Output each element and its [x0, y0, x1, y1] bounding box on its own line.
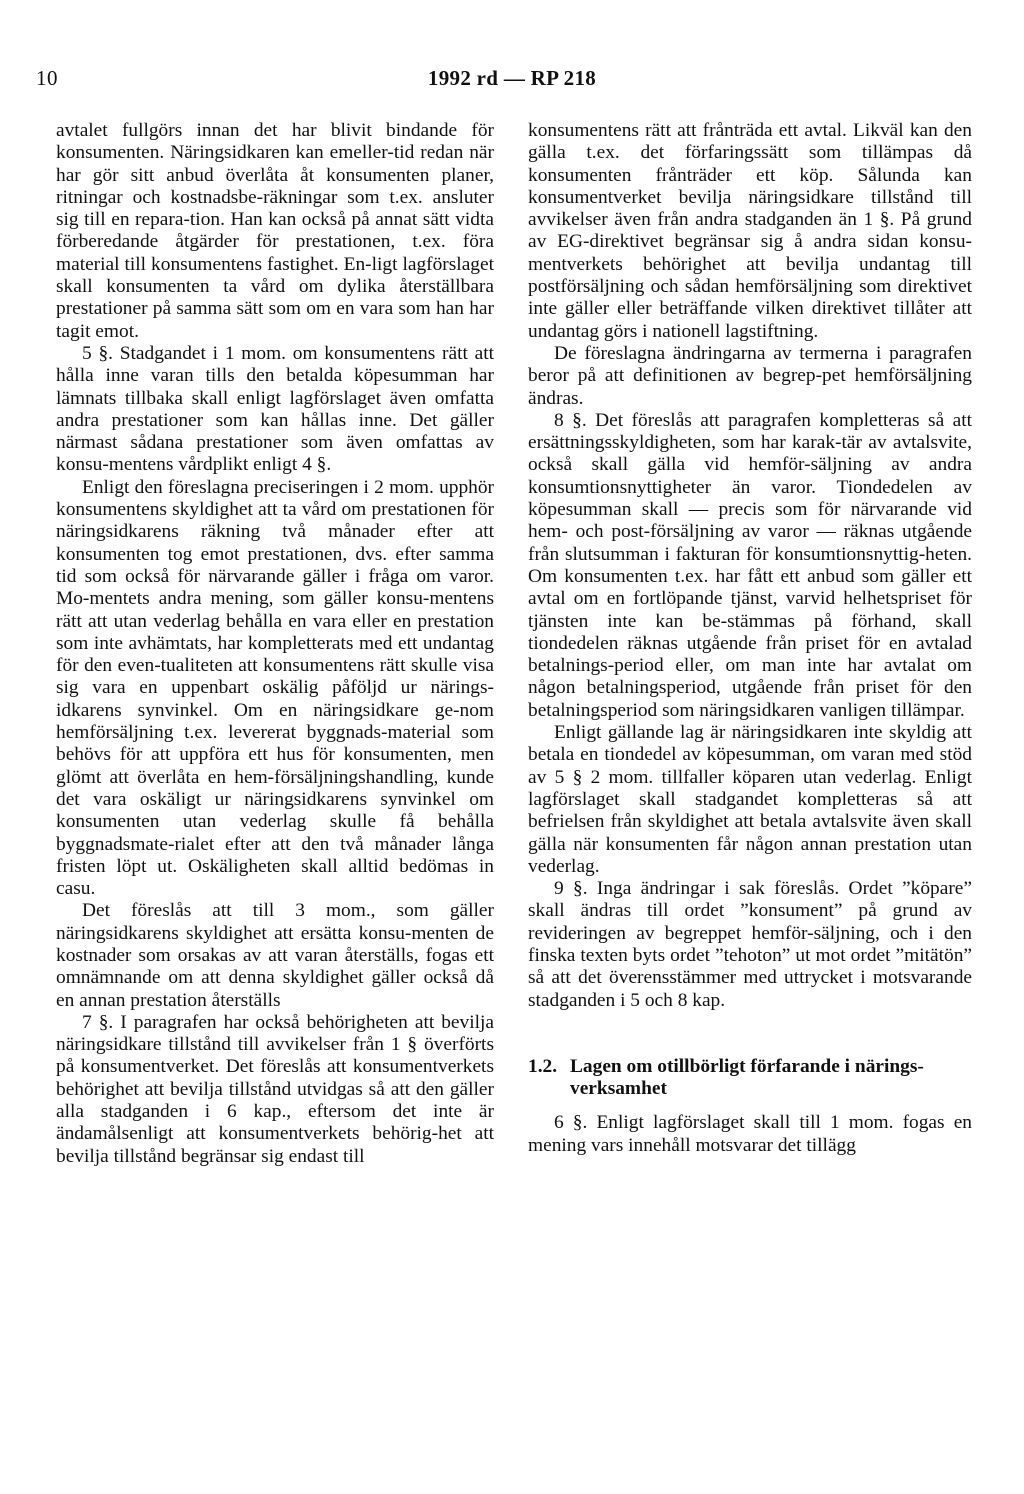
running-head: 1992 rd — RP 218: [427, 66, 597, 90]
right-paragraph-1: konsumentens rätt att frånträda ett avtal. Likväl kan den gälla t.ex. det förfaringssätt som tillämpas då konsumenten frånträder ett köp. Sålunda kan konsumentverket bevilja näringsidkare tillstånd till avvikelser även från andra stadganden än 1 §. På grund av EG-direktivet begränsar sig å andra sidan konsu-mentverkets behörighet att bevilja undantag till postförsäljning och sådan hemförsäljning som direktivet inte gäller eller beträffande vilken direktivet tillåter att undantag görs i nationell lagstiftning.: [528, 120, 972, 342]
left-paragraph-1: avtalet fullgörs innan det har blivit bindande för konsumenten. Näringsidkaren kan emeller-tid redan när har gör sitt anbud överlåta åt konsumenten planer, ritningar och kostnadsbe-räkningar som t.ex. ansluter sig till en repara-tion. Han kan också på annat sätt vidta förberedande åtgärder för prestationen, t.ex. föra material till konsumentens fastighet. En-ligt lagförslaget skall konsumenten ta vård om dylika återställbara prestationer på samma sätt som om en vara som han har tagit emot.: [56, 120, 494, 342]
left-paragraph-3: Enligt den föreslagna preciseringen i 2 mom. upphör konsumentens skyldighet att ta vård om prestationen för näringsidkarens räkning två månader efter att konsumenten tog emot prestationen, dvs. efter samma tid som också för närvarande gäller i fråga om varor. Mo-mentets andra mening, som gäller konsu-mentens rätt att utan vederlag behålla en vara eller en prestation som inte avhämtats, har kompletterats med ett undantag för den even-tualiteten att konsumentens rätt skulle visa sig vara en uppenbart oskälig påföljd ur närings-idkarens synvinkel. Om en näringsidkare ge-nom hemförsäljning t.ex. levererat byggnads-material som behövs för att uppföra ett hus för konsumenten, men glömt att överlåta en hem-försäljningshandling, kunde det vara oskäligt ur näringsidkarens synvinkel om konsumenten utan vederlag skulle få behålla byggnadsmate-rialet efter att den två månader långa fristen löpt ut. Oskäligheten skall alltid bedömas in casu.: [56, 476, 494, 900]
page-number: 10: [36, 66, 58, 90]
right-paragraph-6: 6 §. Enligt lagförslaget skall till 1 mom. fogas en mening vars innehåll motsvarar det tillägg: [528, 1112, 972, 1156]
right-paragraph-3: 8 §. Det föreslås att paragrafen kompletteras så att ersättningsskyldigheten, som har karak-tär av avtalsvite, också skall gälla vid hemför-säljning av andra konsumtionsnyttigheter än varor. Tiondedelen av köpesumman skall — precis som för närvarande vid hem- och post-försäljning av varor — räknas utgående från slutsumman i fakturan för konsumtionsnyttig-heten. Om konsumenten t.ex. har fått ett anbud som gäller ett avtal om en fortlöpande tjänst, varvid helhetspriset för tjänsten inte kan be-stämmas på förhand, skall tiondedelen räknas utgående från priset för en avtalad betalnings-period eller, om man inte har avtalat om någon betalningsperiod, utgående från priset för den betalningsperiod som näringsidkaren vanligen tillämpar.: [528, 409, 972, 721]
left-column: [56, 120, 494, 1168]
section-heading-number: 1.2.: [528, 1055, 558, 1077]
section-heading: [528, 1056, 972, 1101]
right-paragraph-5: 9 §. Inga ändringar i sak föreslås. Ordet ”köpare” skall ändras till ordet ”konsument” på grund av revideringen av begreppet hemför-säljning, och i den finska texten byts ordet ”tehoton” ut mot ordet ”mitätön” så att det överensstämmer med uttrycket i motsvarande stadganden i 5 och 8 kap.: [528, 878, 972, 1011]
left-paragraph-2: 5 §. Stadgandet i 1 mom. om konsumentens rätt att hålla inne varan tills den betalda köpesumman har lämnats tillbaka skall enligt lagförslaget även omfatta andra prestationer som kan hållas inne. Det gäller närmast sådana prestationer som även omfattas av konsu-mentens vårdplikt enligt 4 §.: [56, 342, 494, 476]
section-heading-text: Lagen om otillbörligt förfarande i närings-verksamhet: [570, 1055, 924, 1100]
left-paragraph-5: 7 §. I paragrafen har också behörigheten att bevilja näringsidkare tillstånd till avvikelser från 1 § överförts på konsumentverket. Det föreslås att konsumentverkets behörighet att bevilja tillstånd utvidgas så att den gäller alla stadganden i 6 kap., eftersom det inte är ändamålsenligt att konsumentverkets behörig-het att bevilja tillstånd begränsar sig endast till: [56, 1011, 494, 1167]
left-paragraph-4: Det föreslås att till 3 mom., som gäller näringsidkarens skyldighet att ersätta konsu-menten de kostnader som orsakas av att varan återställs, fogas ett omnämnande om att denna skyldighet gäller också då en annan prestation återställs: [56, 900, 494, 1011]
right-column: [528, 120, 972, 1157]
right-paragraph-2: De föreslagna ändringarna av termerna i paragrafen beror på att definitionen av begrep-pet hemförsäljning ändras.: [528, 342, 972, 409]
right-paragraph-4: Enligt gällande lag är näringsidkaren inte skyldig att betala en tiondedel av köpesumman, om varan med stöd av 5 § 2 mom. tillfaller köparen utan vederlag. Enligt lagförslaget skall stadgandet kompletteras så att befrielsen från skyldighet att betala avtalsvite även skall gälla när konsumenten får någon annan prestation utan vederlag.: [528, 722, 972, 877]
